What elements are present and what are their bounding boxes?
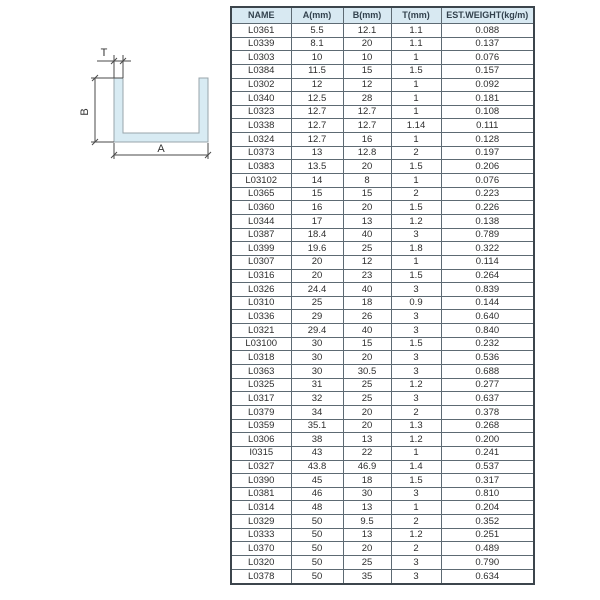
cell-b-mm: 12 [343,255,391,269]
cell-name: L0383 [231,160,291,174]
cell-b-mm: 12.7 [343,105,391,119]
table-row [231,351,534,365]
table-row [231,242,534,256]
cell-b-mm: 25 [343,392,391,406]
table-row [231,528,534,542]
table-row [231,255,534,269]
cell-weight: 0.144 [441,296,534,310]
cell-name: L0359 [231,419,291,433]
cell-t-mm: 1.2 [391,214,441,228]
cell-name: L0340 [231,92,291,106]
cell-weight: 0.200 [441,433,534,447]
cell-weight: 0.088 [441,24,534,38]
cell-t-mm: 1.14 [391,119,441,133]
cell-a-mm: 29 [291,310,343,324]
cell-weight: 0.076 [441,174,534,188]
cell-b-mm: 28 [343,92,391,106]
cell-t-mm: 1.1 [391,37,441,51]
dimension-width [111,143,211,159]
cell-name: L0316 [231,269,291,283]
cell-b-mm: 12.1 [343,24,391,38]
table-row [231,542,534,556]
cell-name: L0333 [231,528,291,542]
cell-b-mm: 18 [343,296,391,310]
cell-name: L0327 [231,460,291,474]
cell-weight: 0.840 [441,324,534,338]
cell-b-mm: 12.8 [343,146,391,160]
column-header-t-mm: T(mm) [391,7,441,24]
cell-name: L0303 [231,51,291,65]
cell-b-mm: 40 [343,283,391,297]
cell-t-mm: 1 [391,92,441,106]
table-row [231,569,534,584]
table-row [231,433,534,447]
cell-weight: 0.810 [441,487,534,501]
column-header-b-mm: B(mm) [343,7,391,24]
cell-name: L0381 [231,487,291,501]
cell-name: L03102 [231,174,291,188]
cell-weight: 0.137 [441,37,534,51]
table-row [231,228,534,242]
cell-a-mm: 30 [291,351,343,365]
table-row [231,446,534,460]
cell-name: L0373 [231,146,291,160]
table-row [231,487,534,501]
cell-t-mm: 1.2 [391,433,441,447]
cell-weight: 0.790 [441,555,534,569]
cell-weight: 0.277 [441,378,534,392]
cell-a-mm: 18.4 [291,228,343,242]
cell-t-mm: 1.5 [391,474,441,488]
cell-t-mm: 1 [391,51,441,65]
cell-weight: 0.264 [441,269,534,283]
cell-name: L0323 [231,105,291,119]
table-row [231,310,534,324]
cell-a-mm: 12.7 [291,105,343,119]
cell-weight: 0.251 [441,528,534,542]
cell-weight: 0.537 [441,460,534,474]
cell-b-mm: 20 [343,351,391,365]
table-row [231,78,534,92]
table-row [231,92,534,106]
cell-a-mm: 14 [291,174,343,188]
cell-b-mm: 15 [343,337,391,351]
cell-b-mm: 20 [343,201,391,215]
cell-weight: 0.634 [441,569,534,584]
cell-a-mm: 12.7 [291,119,343,133]
cell-name: L0326 [231,283,291,297]
cell-t-mm: 1.5 [391,337,441,351]
cell-a-mm: 17 [291,214,343,228]
cell-a-mm: 11.5 [291,64,343,78]
cell-a-mm: 13.5 [291,160,343,174]
cell-t-mm: 3 [391,365,441,379]
table-row [231,269,534,283]
cell-a-mm: 50 [291,555,343,569]
cell-name: L0302 [231,78,291,92]
cell-a-mm: 43.8 [291,460,343,474]
cell-name: L0339 [231,37,291,51]
cell-a-mm: 50 [291,569,343,584]
cell-weight: 0.204 [441,501,534,515]
cell-b-mm: 18 [343,474,391,488]
cell-t-mm: 1.1 [391,24,441,38]
cell-name: L0306 [231,433,291,447]
header-row [231,7,534,24]
cell-weight: 0.637 [441,392,534,406]
cell-a-mm: 50 [291,515,343,529]
cell-b-mm: 13 [343,501,391,515]
cell-weight: 0.111 [441,119,534,133]
cell-weight: 0.108 [441,105,534,119]
cell-a-mm: 32 [291,392,343,406]
cell-a-mm: 30 [291,337,343,351]
cell-a-mm: 50 [291,528,343,542]
table-row [231,37,534,51]
cell-weight: 0.378 [441,405,534,419]
spec-table [230,6,535,585]
cell-b-mm: 20 [343,542,391,556]
cell-name: L0329 [231,515,291,529]
cell-a-mm: 12 [291,78,343,92]
cell-name: L0378 [231,569,291,584]
cell-b-mm: 23 [343,269,391,283]
u-channel-diagram [0,0,230,180]
dimension-thickness [97,47,131,78]
cell-a-mm: 24.4 [291,283,343,297]
cell-weight: 0.138 [441,214,534,228]
cell-t-mm: 3 [391,351,441,365]
cell-name: L0325 [231,378,291,392]
cell-a-mm: 43 [291,446,343,460]
cell-weight: 0.839 [441,283,534,297]
cell-t-mm: 1 [391,255,441,269]
cell-b-mm: 13 [343,433,391,447]
cell-weight: 0.114 [441,255,534,269]
table-row [231,51,534,65]
cell-b-mm: 9.5 [343,515,391,529]
cell-weight: 0.206 [441,160,534,174]
cell-t-mm: 1 [391,78,441,92]
cell-name: L0384 [231,64,291,78]
cell-b-mm: 12.7 [343,119,391,133]
cell-a-mm: 12.7 [291,133,343,147]
cell-a-mm: 46 [291,487,343,501]
table-row [231,64,534,78]
cell-b-mm: 25 [343,242,391,256]
height-label: B [79,108,91,116]
cell-a-mm: 45 [291,474,343,488]
cell-a-mm: 16 [291,201,343,215]
cell-name: L0344 [231,214,291,228]
cell-name: L0361 [231,24,291,38]
column-header-name: NAME [231,7,291,24]
table-row [231,324,534,338]
cell-t-mm: 1 [391,133,441,147]
cell-t-mm: 3 [391,228,441,242]
column-header-a-mm: A(mm) [291,7,343,24]
table-row [231,392,534,406]
cell-name: L0307 [231,255,291,269]
cell-a-mm: 19.6 [291,242,343,256]
cell-t-mm: 1.8 [391,242,441,256]
cell-a-mm: 20 [291,269,343,283]
cell-b-mm: 30 [343,487,391,501]
cell-t-mm: 3 [391,324,441,338]
cell-b-mm: 20 [343,160,391,174]
cell-t-mm: 3 [391,555,441,569]
cell-b-mm: 15 [343,64,391,78]
thickness-label: T [100,47,108,59]
cell-a-mm: 5.5 [291,24,343,38]
cell-name: L0363 [231,365,291,379]
cell-weight: 0.223 [441,187,534,201]
column-header-weight: EST.WEIGHT(kg/m) [441,7,534,24]
cell-name: L0365 [231,187,291,201]
cell-t-mm: 1.5 [391,201,441,215]
cell-name: L0318 [231,351,291,365]
cell-t-mm: 2 [391,187,441,201]
cell-t-mm: 1.5 [391,64,441,78]
table-body [231,24,534,585]
cell-b-mm: 35 [343,569,391,584]
cell-name: I0315 [231,446,291,460]
cell-t-mm: 2 [391,146,441,160]
cell-weight: 0.197 [441,146,534,160]
cell-b-mm: 30.5 [343,365,391,379]
cell-a-mm: 30 [291,365,343,379]
cell-name: L0387 [231,228,291,242]
cell-t-mm: 2 [391,515,441,529]
table-row [231,174,534,188]
cell-name: L0324 [231,133,291,147]
cell-b-mm: 12 [343,78,391,92]
cell-weight: 0.268 [441,419,534,433]
cell-b-mm: 25 [343,555,391,569]
cell-weight: 0.232 [441,337,534,351]
cell-t-mm: 1.5 [391,269,441,283]
cell-weight: 0.688 [441,365,534,379]
cell-weight: 0.128 [441,133,534,147]
cell-t-mm: 1.4 [391,460,441,474]
cell-t-mm: 1.2 [391,528,441,542]
cell-t-mm: 1.5 [391,160,441,174]
cell-t-mm: 3 [391,392,441,406]
cell-b-mm: 20 [343,419,391,433]
table-row [231,133,534,147]
cell-a-mm: 31 [291,378,343,392]
table-row [231,119,534,133]
cell-a-mm: 12.5 [291,92,343,106]
cell-b-mm: 20 [343,37,391,51]
cell-name: L0360 [231,201,291,215]
table-row [231,296,534,310]
cell-b-mm: 15 [343,187,391,201]
cell-t-mm: 3 [391,283,441,297]
cell-weight: 0.352 [441,515,534,529]
cell-name: L0320 [231,555,291,569]
table-row [231,160,534,174]
cell-name: L03100 [231,337,291,351]
cell-t-mm: 3 [391,569,441,584]
cell-weight: 0.536 [441,351,534,365]
cell-weight: 0.489 [441,542,534,556]
cell-name: L0321 [231,324,291,338]
cell-name: L0399 [231,242,291,256]
cell-a-mm: 38 [291,433,343,447]
cell-t-mm: 1 [391,446,441,460]
cell-a-mm: 20 [291,255,343,269]
cell-weight: 0.789 [441,228,534,242]
cell-name: L0310 [231,296,291,310]
cell-weight: 0.640 [441,310,534,324]
cell-b-mm: 20 [343,405,391,419]
table-row [231,283,534,297]
cell-name: L0370 [231,542,291,556]
cell-a-mm: 8.1 [291,37,343,51]
table-row [231,419,534,433]
table-row [231,405,534,419]
cell-b-mm: 46.9 [343,460,391,474]
cell-b-mm: 13 [343,528,391,542]
cell-a-mm: 48 [291,501,343,515]
cell-t-mm: 3 [391,310,441,324]
cell-b-mm: 16 [343,133,391,147]
cell-t-mm: 1 [391,174,441,188]
cell-t-mm: 1 [391,105,441,119]
table-row [231,515,534,529]
table-row [231,146,534,160]
table-row [231,365,534,379]
cell-name: L0317 [231,392,291,406]
table-row [231,501,534,515]
cell-b-mm: 25 [343,378,391,392]
cell-t-mm: 2 [391,405,441,419]
cell-weight: 0.317 [441,474,534,488]
cell-a-mm: 15 [291,187,343,201]
cell-a-mm: 29.4 [291,324,343,338]
cell-t-mm: 1.3 [391,419,441,433]
table-row [231,24,534,38]
cell-b-mm: 40 [343,228,391,242]
cell-t-mm: 1 [391,501,441,515]
cell-t-mm: 3 [391,487,441,501]
table-row [231,187,534,201]
cell-a-mm: 34 [291,405,343,419]
table-row [231,474,534,488]
table-row [231,105,534,119]
cell-weight: 0.226 [441,201,534,215]
cell-weight: 0.322 [441,242,534,256]
cell-name: L0314 [231,501,291,515]
table-row [231,555,534,569]
cell-t-mm: 0.9 [391,296,441,310]
table-row [231,337,534,351]
cell-a-mm: 13 [291,146,343,160]
cell-a-mm: 35.1 [291,419,343,433]
cell-b-mm: 40 [343,324,391,338]
cell-b-mm: 13 [343,214,391,228]
table-row [231,214,534,228]
cell-a-mm: 25 [291,296,343,310]
cell-t-mm: 2 [391,542,441,556]
cell-b-mm: 8 [343,174,391,188]
cell-b-mm: 10 [343,51,391,65]
cell-weight: 0.241 [441,446,534,460]
width-label: A [157,143,165,155]
cell-name: L0338 [231,119,291,133]
cell-weight: 0.181 [441,92,534,106]
table-row [231,201,534,215]
cell-name: L0336 [231,310,291,324]
u-channel-profile [114,78,208,142]
cell-name: L0390 [231,474,291,488]
table-row [231,378,534,392]
cell-t-mm: 1.2 [391,378,441,392]
cell-a-mm: 10 [291,51,343,65]
cell-b-mm: 26 [343,310,391,324]
cell-weight: 0.157 [441,64,534,78]
cell-weight: 0.092 [441,78,534,92]
cell-a-mm: 50 [291,542,343,556]
cell-weight: 0.076 [441,51,534,65]
cell-name: L0379 [231,405,291,419]
table-row [231,460,534,474]
cell-b-mm: 22 [343,446,391,460]
